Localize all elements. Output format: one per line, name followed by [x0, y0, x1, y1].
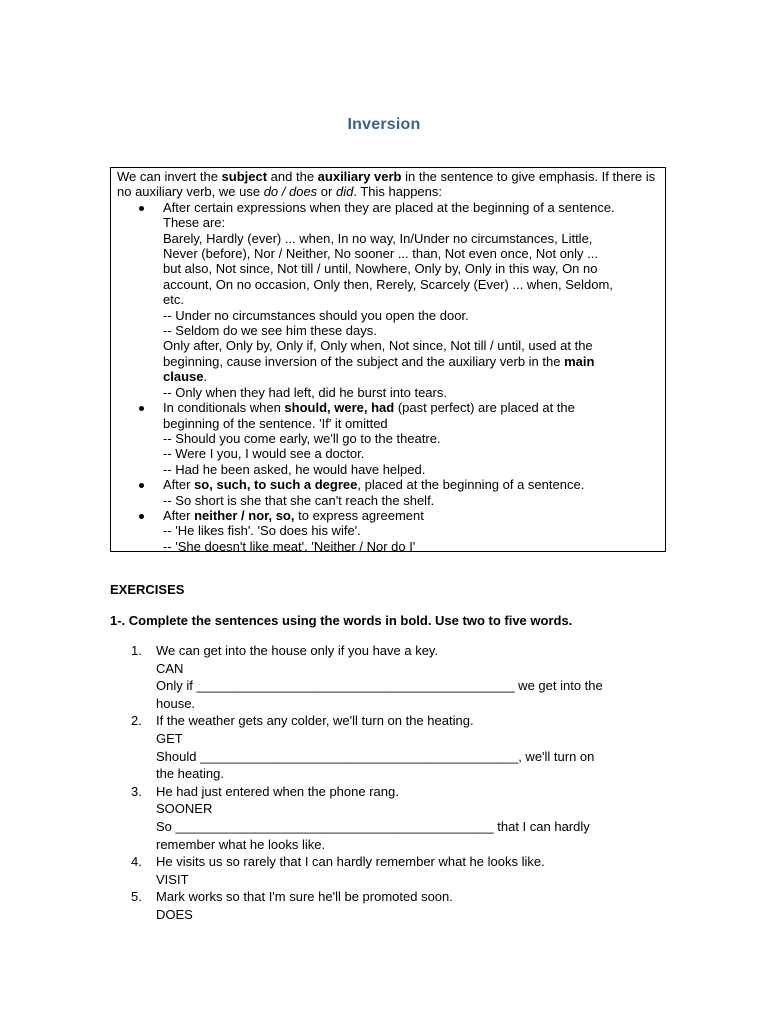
- keyword: VISIT: [156, 871, 189, 887]
- grammar-box: [110, 167, 666, 552]
- answer-line: So ____________________________________________ that I can hardly: [156, 818, 590, 834]
- exercise-list: [110, 642, 670, 924]
- exercise-number: 3.: [131, 783, 142, 799]
- rule-item: After certain expressions when they are placed at the beginning of a sentence. These are: Barely, Hardly (ever) ... when, In no way, In/Under no circumstances, Little, Never (before), Nor / Neither, No sooner ... than, Not even once, Not only ... but also, Not since, Not till / until, Nowhere, Only by, Only in this way, On no account, On no occasion, Only then, Rerely, Scarcely (Ever) ... when, Seldom, etc. -- Under no circumstances should you open the door. -- Seldom do we see him these days. Only after, Only by, Only if, Only when, Not since, Not till / until, used at the beginning, cause inversion of the subject and the auxiliary verb in the main clause. -- Only when they had left, did he burst into tears.: [117, 200, 659, 400]
- bullet-icon: [139, 483, 144, 488]
- answer-line: Only if ____________________________________________ we get into the: [156, 678, 603, 694]
- answer-line: Should ____________________________________________, we'll turn on: [156, 748, 595, 764]
- exercises-heading: EXERCISES: [110, 582, 185, 597]
- rules-list: [117, 200, 659, 554]
- exercise-item: 3. He had just entered when the phone rang. SOONER So ____________________________________________ that I can hardly remember what he looks like.: [110, 783, 670, 853]
- exercise-item: 2. If the weather gets any colder, we'll turn on the heating. GET Should ____________________________________________, we'll turn on the heating.: [110, 712, 670, 782]
- bullet-icon: [139, 514, 144, 519]
- exercise-number: 4.: [131, 854, 142, 870]
- keyword: GET: [156, 730, 183, 746]
- exercise-item: 4. He visits us so rarely that I can hardly remember what he looks like. VISIT: [110, 853, 670, 888]
- keyword: DOES: [156, 906, 193, 922]
- bullet-icon: [139, 206, 144, 211]
- intro-paragraph: We can invert the subject and the auxiliary verb in the sentence to give emphasis. If there is no auxiliary verb, we use do / does or did. This happens:: [117, 169, 656, 200]
- rule-item: After so, such, to such a degree, placed at the beginning of a sentence. -- So short is she that she can't reach the shelf.: [117, 477, 659, 508]
- exercise-number: 5.: [131, 889, 142, 905]
- bullet-icon: [139, 406, 144, 411]
- page-title: Inversion: [347, 116, 421, 133]
- exercise-number: 1.: [131, 643, 142, 658]
- exercise-item: 5. Mark works so that I'm sure he'll be promoted soon. DOES: [110, 888, 670, 923]
- rule-item: After neither / nor, so, to express agreement -- 'He likes fish'. 'So does his wife'. -- 'She doesn't like meat'. 'Neither / Nor do I': [117, 508, 659, 554]
- rule-item: In conditionals when should, were, had (past perfect) are placed at the beginning of the sentence. 'If' it omitted -- Should you come early, we'll go to the theatre. -- Were I you, I would see a doctor. -- Had he been asked, he would have helped.: [117, 400, 659, 477]
- keyword: SOONER: [156, 801, 213, 817]
- keyword: CAN: [156, 660, 184, 676]
- exercise-instruction: 1-. Complete the sentences using the words in bold. Use two to five words.: [110, 613, 573, 628]
- exercise-item: 1. We can get into the house only if you have a key. CAN Only if ____________________________________________ we get into the house.: [110, 642, 670, 712]
- exercise-number: 2.: [131, 713, 142, 729]
